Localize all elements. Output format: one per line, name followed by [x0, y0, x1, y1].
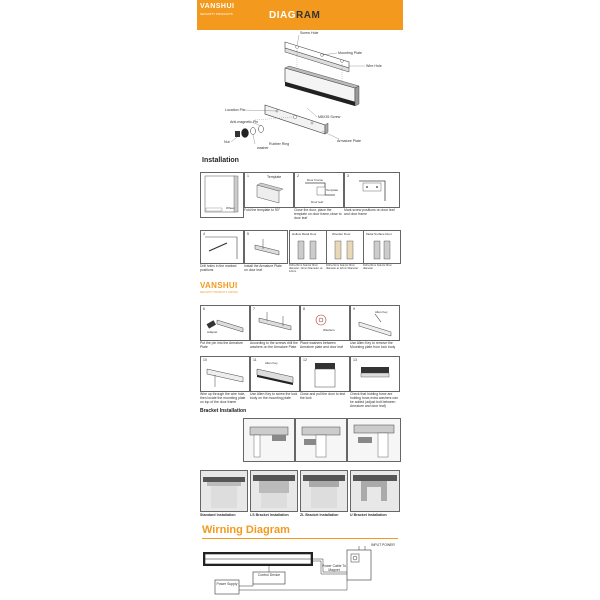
- install-step-5-caption: Install the Armature Plate on door leaf: [244, 264, 282, 272]
- label-nut: Nut: [224, 140, 230, 144]
- brand-logo-secondary-sub: SECURITY PRODUCTS LIMITED: [200, 291, 238, 294]
- label-mounting-plate: Mounting Plate: [338, 51, 362, 55]
- brand-logo-secondary: VANSHUI: [200, 281, 238, 290]
- wiring-diagram-heading: Wirning Diagram: [202, 524, 290, 536]
- install-step-door: Wheel: [200, 172, 244, 218]
- wiring-divider: [202, 538, 398, 539]
- step-8: 8 Washers: [300, 305, 350, 341]
- install-step-1-caption: Fold the template to 90°: [244, 208, 281, 212]
- step-11: 11 Allen Key: [250, 356, 300, 392]
- step-8-caption: Place washers between Armature plate and door leaf: [300, 341, 343, 349]
- metal-surface-door-panel: Metal Surface Door: [363, 230, 401, 264]
- step-12-caption: Close and pull the door to test the lock: [300, 392, 346, 400]
- label-anti-magnetic-pin: Anti-magnetic Pin: [230, 120, 259, 124]
- power-cable-label: Power Cable To Magnet: [322, 564, 346, 572]
- control-device-label: Control Device: [257, 573, 281, 577]
- step-10-caption: Wire up through the wire hole, then locate the mounting plate on top of the door frame: [200, 392, 246, 404]
- step-10: 10: [200, 356, 250, 392]
- step-7-caption: According to the screws drill the washers on the Armature Plate: [250, 341, 298, 349]
- step-9: 9 Allen Key: [350, 305, 400, 341]
- zl-bracket-installation-image: [300, 470, 348, 512]
- diagram-title: DIAGRAM: [269, 10, 321, 21]
- install-step-2: 2 Door Frame Template Door leaf: [294, 172, 344, 208]
- power-supply-label: Power Supply: [216, 582, 238, 586]
- label-location-pin: Location Pin: [225, 108, 245, 112]
- step-6: 6 Adapter: [200, 305, 250, 341]
- wooden-door-panel: Wooden Door: [326, 230, 364, 264]
- zl-bracket-caption: ZL Bracket Installation: [300, 513, 339, 517]
- hollow-metal-door-caption: Drill a 8mm hole,for 8mm diameter, 12mm Diameter, at 10mm.: [289, 264, 323, 273]
- label-m8x35-screw: M8X35 Screw: [318, 115, 341, 119]
- step-6-caption: Put the pin into the Armature Plate: [200, 341, 243, 349]
- label-screw-hole: Screw Hole: [300, 31, 319, 35]
- install-step-4: 4: [200, 230, 244, 264]
- installation-heading: Installation: [202, 157, 239, 164]
- bracket-installation-heading: Bracket Installation: [200, 408, 247, 414]
- brand-subtitle: SECURITY PRODUCTS: [200, 12, 233, 16]
- step-12: 12: [300, 356, 350, 392]
- u-bracket-caption: U Bracket Installation: [350, 513, 387, 517]
- step-7: 7: [250, 305, 300, 341]
- label-rubber-ring: Rubber Ring: [269, 142, 290, 146]
- install-step-5: 5: [244, 230, 288, 264]
- label-washer: washer: [257, 146, 269, 150]
- bracket-diagram-3: [347, 418, 401, 462]
- product-diagram-sheet: [197, 0, 403, 600]
- install-step-1: 1 Template: [244, 172, 294, 208]
- input-power-label: INPUT POWER: [371, 543, 395, 547]
- exploded-lock-diagram: [197, 28, 403, 168]
- bracket-diagram-2: [295, 418, 347, 462]
- u-bracket-installation-image: [350, 470, 400, 512]
- step-9-caption: Use Allen Key to remove the Mounting plate from lock body: [350, 341, 396, 349]
- ls-bracket-installation-image: [250, 470, 298, 512]
- install-step-3: 3: [344, 172, 400, 208]
- install-step-2-caption: Close the door, place the template on door frame,close to door leaf: [294, 208, 342, 220]
- step-13-caption: Check that holding force are holding force,extra washers can be added (adjust bolt between Armature and door leaf): [350, 392, 398, 408]
- hollow-metal-door-panel: Hollow Metal Door: [289, 230, 327, 264]
- step-13: 13: [350, 356, 400, 392]
- label-wire-hole: Wire Hole: [366, 64, 382, 68]
- bracket-diagram-1: [243, 418, 295, 462]
- wooden-door-caption: Drill a 6mm hole,for 8mm diameter at 12mm Diameter: [326, 264, 359, 270]
- standard-installation-image: [200, 470, 248, 512]
- header-banner: [197, 0, 403, 30]
- standard-installation-caption: Standard Installation: [200, 513, 236, 517]
- ls-bracket-caption: LS Bracket Installation: [250, 513, 289, 517]
- install-step-3-caption: Mark screw positions on door leaf and door frame: [344, 208, 395, 216]
- metal-surface-door-caption: Drill a 8mm hole,for 8mm diameter: [363, 264, 392, 270]
- wiring-diagram: [197, 540, 403, 600]
- brand-logo: VANSHUI: [200, 3, 235, 10]
- step-11-caption: Use Allen Key to screw the lock body on the mounting plate: [250, 392, 298, 400]
- label-armature-plate: Armature Plate: [337, 139, 361, 143]
- install-step-4-caption: Drill holes in the marked positions: [200, 264, 237, 272]
